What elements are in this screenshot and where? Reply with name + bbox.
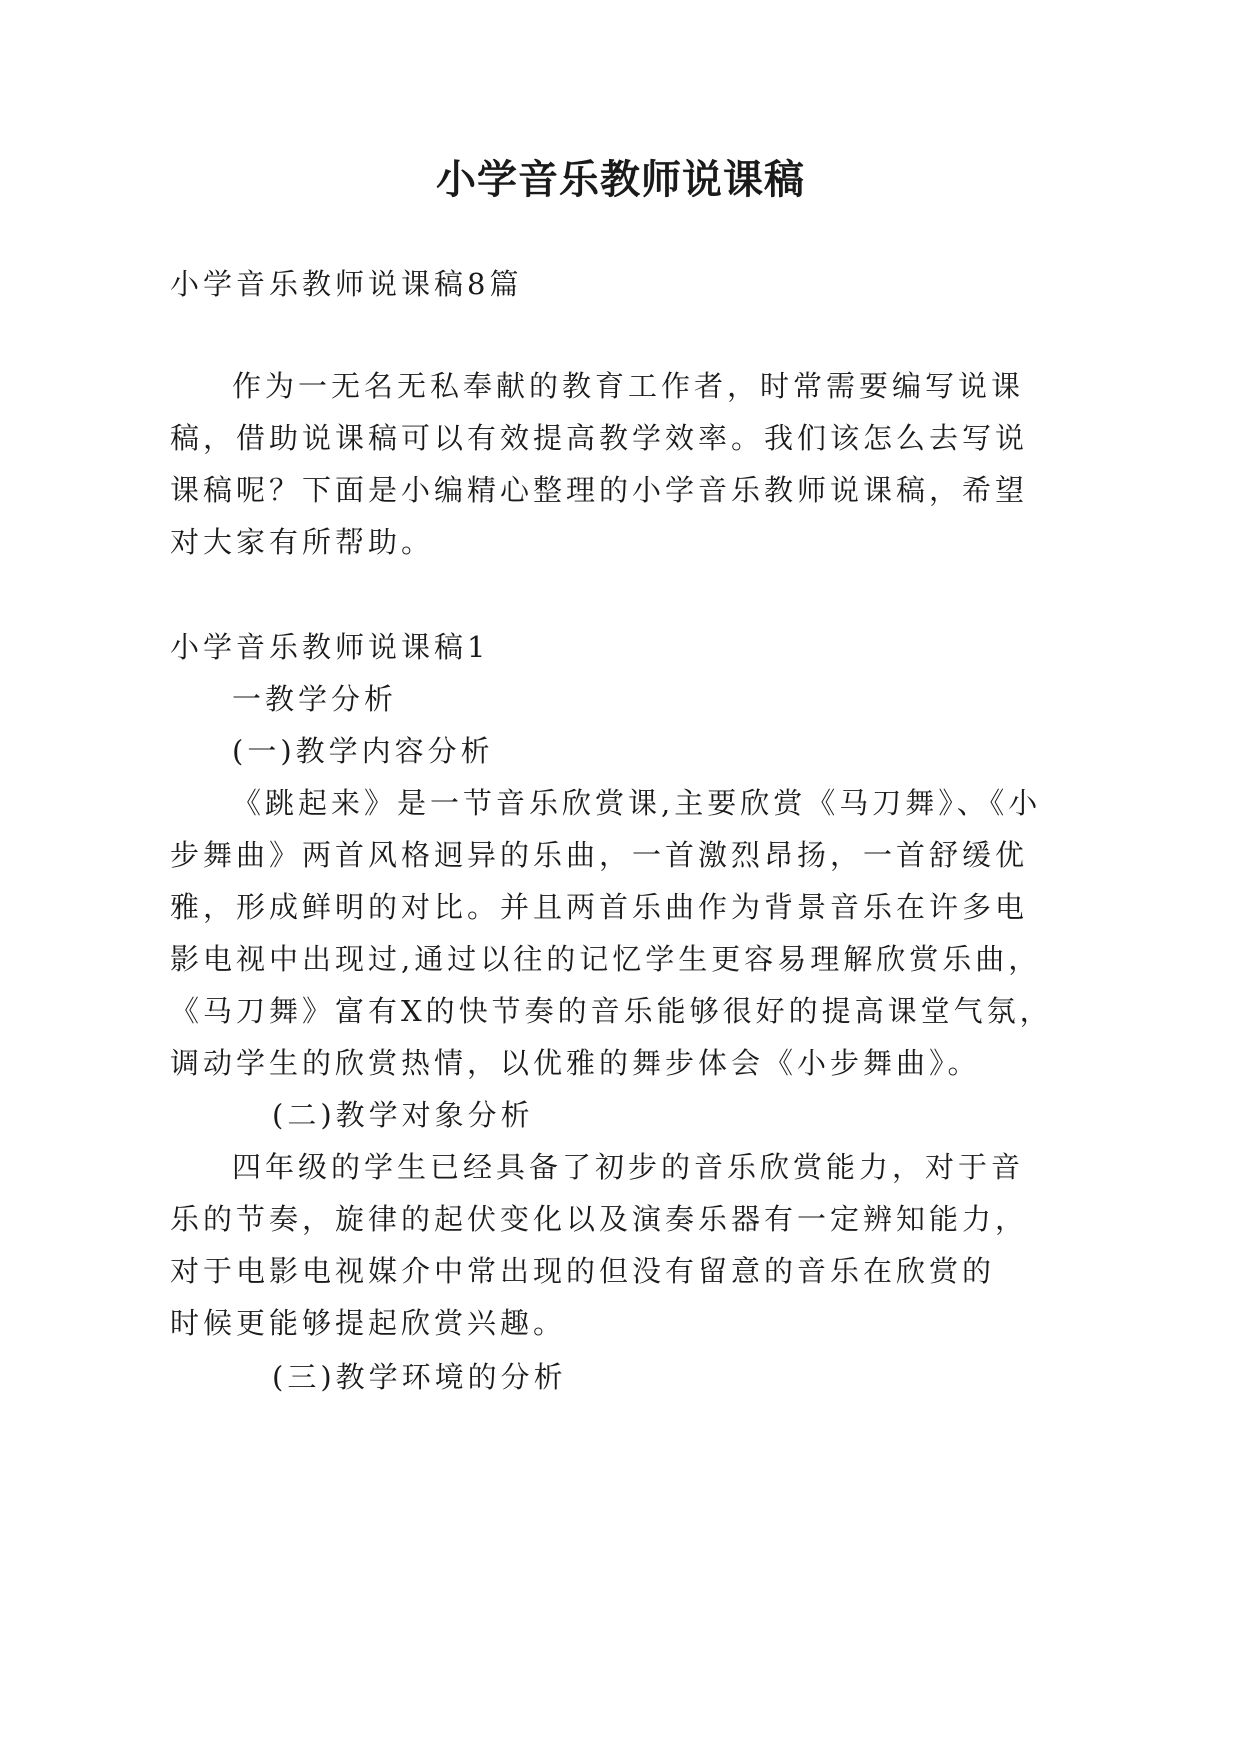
subsection-heading: (三)教学环境的分析 bbox=[272, 1360, 567, 1394]
subsection-heading: (二)教学对象分析 bbox=[272, 1098, 534, 1132]
intro-line: 课稿呢？下面是小编精心整理的小学音乐教师说课稿，希望 bbox=[170, 473, 1029, 507]
page-title: 小学音乐教师说课稿 bbox=[436, 156, 805, 203]
content-line: 雅，形成鲜明的对比。并且两首乐曲作为背景音乐在许多电 bbox=[170, 890, 1029, 924]
intro-line: 作为一无名无私奉献的教育工作者，时常需要编写说课 bbox=[232, 369, 1025, 403]
content-line: 《马刀舞》富有X的快节奏的音乐能够很好的提高课堂气氛， bbox=[170, 994, 1053, 1028]
object-line: 四年级的学生已经具备了初步的音乐欣赏能力，对于音 bbox=[232, 1150, 1025, 1184]
object-line: 乐的节奏，旋律的起伏变化以及演奏乐器有一定辨知能力， bbox=[170, 1202, 1029, 1236]
content-line: 步舞曲》两首风格迥异的乐曲，一首激烈昂扬，一首舒缓优 bbox=[170, 838, 1029, 872]
content-line: 影电视中出现过,通过以往的记忆学生更容易理解欣赏乐曲， bbox=[170, 942, 1042, 976]
intro-line: 对大家有所帮助。 bbox=[170, 525, 435, 559]
subsection-heading: (一)教学内容分析 bbox=[232, 734, 494, 768]
object-line: 对于电影电视媒介中常出现的但没有留意的音乐在欣赏的 bbox=[170, 1254, 996, 1288]
content-line: 《跳起来》是一节音乐欣赏课,主要欣赏《马刀舞》、《小 bbox=[232, 786, 1042, 820]
part-heading: 一教学分析 bbox=[232, 682, 398, 716]
document-subtitle: 小学音乐教师说课稿8篇 bbox=[170, 267, 523, 301]
section-heading: 小学音乐教师说课稿1 bbox=[170, 630, 490, 664]
intro-line: 稿，借助说课稿可以有效提高教学效率。我们该怎么去写说 bbox=[170, 421, 1029, 455]
object-line: 时候更能够提起欣赏兴趣。 bbox=[170, 1306, 567, 1340]
content-line: 调动学生的欣赏热情，以优雅的舞步体会《小步舞曲》。 bbox=[170, 1046, 981, 1080]
